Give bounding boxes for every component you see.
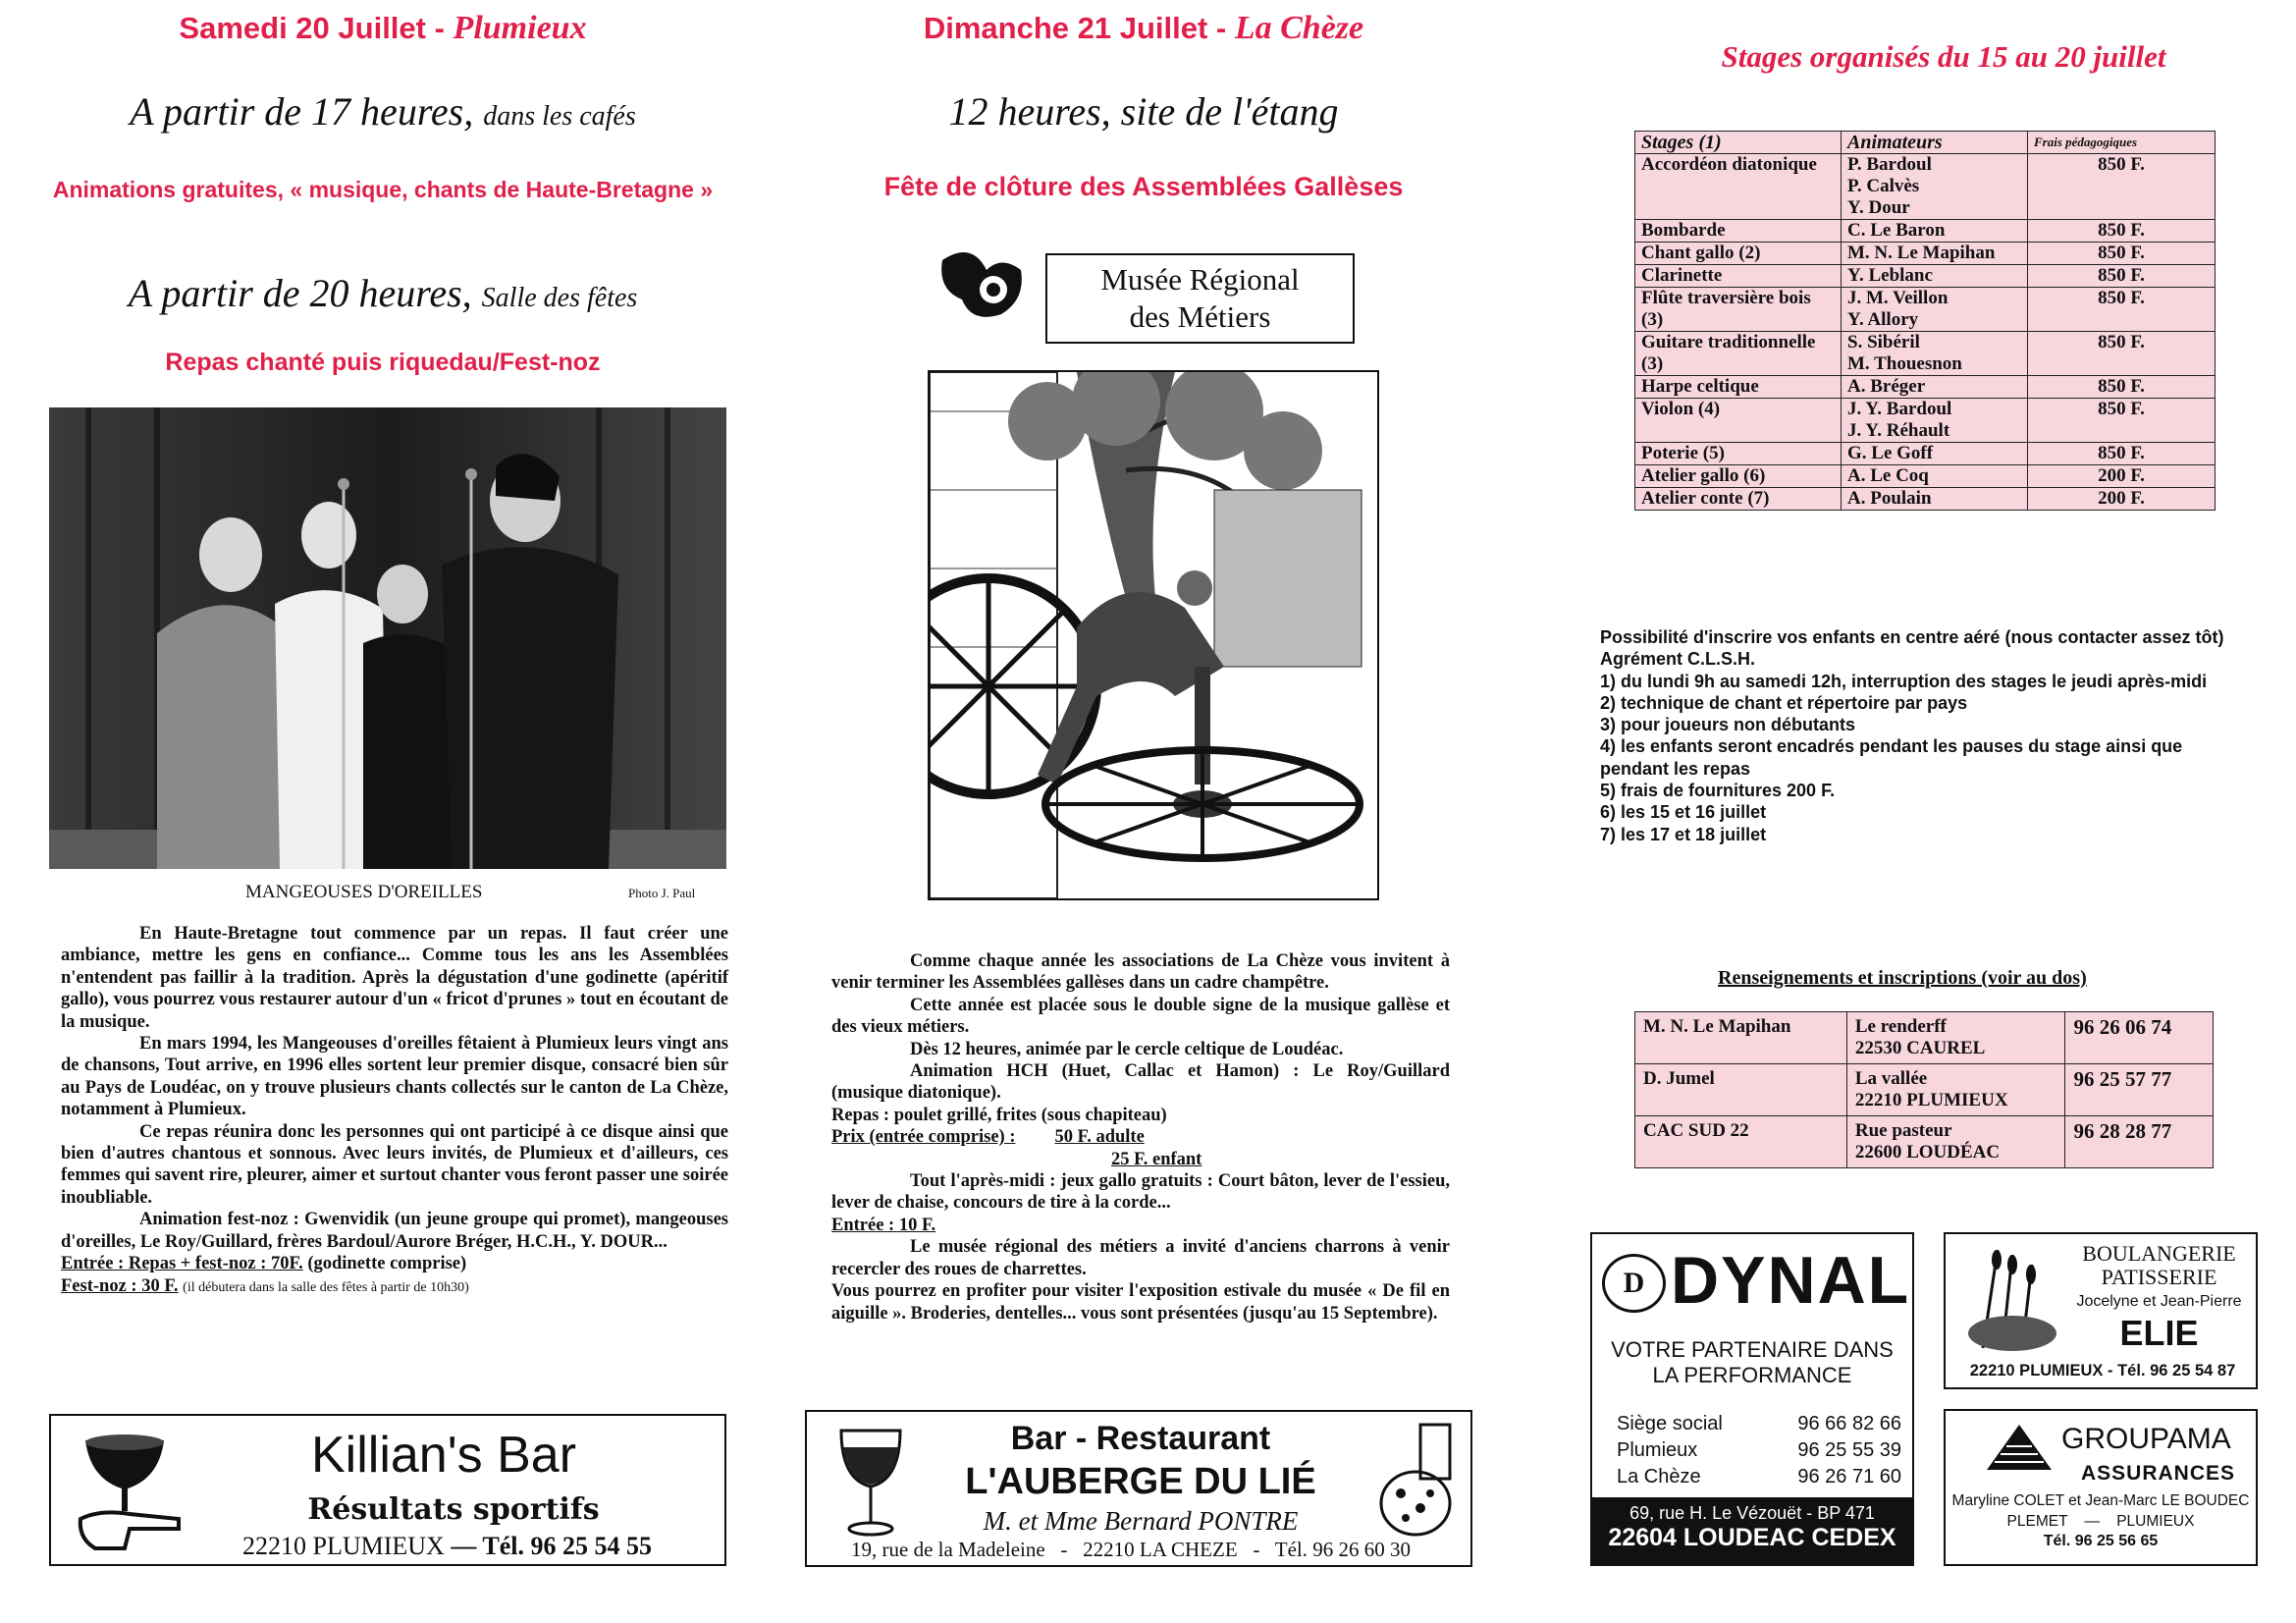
fete-text: Fête de clôture des Assemblées Gallèses bbox=[883, 172, 1404, 201]
auberge-owners: M. et Mme Bernard PONTRE bbox=[983, 1506, 1299, 1536]
note-2: 2) technique de chant et répertoire par pays bbox=[1600, 692, 1968, 713]
stage-anim-cell: Y. Leblanc bbox=[1842, 265, 2028, 288]
museum-box bbox=[1045, 253, 1355, 344]
stage-stage-cell: Bombarde bbox=[1635, 220, 1842, 243]
column-plumieux bbox=[39, 0, 726, 1623]
stage-anim-cell: M. N. Le Mapihan bbox=[1842, 243, 2028, 265]
dynal-slogan1: VOTRE PARTENAIRE DANS bbox=[1611, 1337, 1894, 1362]
time-text-2: 12 heures, site de l'étang bbox=[948, 89, 1339, 134]
column-la-cheze bbox=[805, 0, 1482, 1623]
groupama-owners: Maryline COLET et Jean-Marc LE BOUDEC bbox=[1951, 1492, 2250, 1509]
animations-text: Animations gratuites, « musique, chants de Haute-Bretagne » bbox=[52, 177, 714, 202]
paragraph-festnoz: Animation fest-noz : Gwenvidik (un jeune groupe qui promet), mangeouses d'oreilles, Le Roy/Guillard, frères Bardoul/Aurore Bréger, H.C.H., Y. DOUR... bbox=[61, 1210, 728, 1252]
bar-tagline: Résultats sportifs bbox=[307, 1492, 600, 1527]
note-6: 6) les 15 et 16 juillet bbox=[1600, 802, 1767, 823]
contact-name-cell: CAC SUD 22 bbox=[1635, 1116, 1847, 1168]
groupama-name: GROUPAMA bbox=[2061, 1423, 2231, 1455]
groupama-ad bbox=[1944, 1409, 2258, 1566]
contact-tel-cell: 96 25 57 77 bbox=[2065, 1064, 2214, 1116]
bar-contact bbox=[242, 1532, 652, 1561]
prix-adult: 50 F. adulte bbox=[1054, 1127, 1145, 1148]
place-text: Plumieux bbox=[453, 10, 587, 46]
contact-tel-cell: 96 28 28 77 bbox=[2065, 1116, 2214, 1168]
stage-fee-cell: 850 F. bbox=[2028, 399, 2216, 443]
note-5: 5) frais de fournitures 200 F. bbox=[1600, 781, 1836, 801]
dynal-row-tel: 96 66 82 66 bbox=[1797, 1413, 1901, 1434]
table-row bbox=[1635, 220, 2216, 243]
stages-body bbox=[1635, 154, 2216, 511]
note-agrement: Agrément C.L.S.H. bbox=[1600, 649, 1756, 670]
time1-text: A partir de 17 heures, bbox=[130, 89, 474, 134]
time2-line bbox=[39, 270, 726, 316]
paragraph-invite: Comme chaque année les associations de La Chèze vous invitent à venir terminer les Assemblées gallèses dans un cadre champêtre. bbox=[831, 951, 1450, 994]
boulangerie-line1: BOULANGERIE bbox=[2082, 1241, 2236, 1266]
entry-line-2 bbox=[831, 1215, 1450, 1236]
paragraph-history: En mars 1994, les Mangeouses d'oreilles fêtaient à Plumieux leurs vingt ans de chansons, Tout arrive, en 1996 elles sortent leur premier disque, consacré bien sûr au Pays de Loudéac, on y trouve plusieurs chants collectés sur le canton de La Chèze, notamment à Plumieux. bbox=[61, 1034, 728, 1120]
paragraph-expo: Vous pourrez en profiter pour visiter l'exposition estivale du musée « De fil en aiguille ». Broderies, dentelles... vous sont présentées (jusqu'au 15 Septembre). bbox=[831, 1281, 1450, 1324]
museum-logo-icon bbox=[933, 241, 1031, 329]
header-stages: Stages (1) bbox=[1635, 132, 1842, 154]
stage-stage-cell: Harpe celtique bbox=[1635, 376, 1842, 399]
stage-anim-cell: G. Le Goff bbox=[1842, 443, 2028, 465]
paragraph-afternoon: Tout l'après-midi : jeux gallo gratuits : Court bâton, lever de l'essieu, lever de chaise, concours de tire à la corde... bbox=[831, 1171, 1450, 1214]
killians-bar-ad bbox=[49, 1414, 726, 1566]
wheat-bread-icon bbox=[1953, 1240, 2061, 1356]
museum-line2: des Métiers bbox=[1129, 299, 1271, 334]
singers-illustration bbox=[49, 407, 726, 869]
table-row bbox=[1635, 332, 2216, 376]
stage-anim-cell: J. Y. Bardoul J. Y. Réhault bbox=[1842, 399, 2028, 443]
contact-addr-cell: Le renderff 22530 CAUREL bbox=[1846, 1012, 2065, 1064]
stage-anim-cell: P. Bardoul P. Calvès Y. Dour bbox=[1842, 154, 2028, 220]
note-centre-aere: Possibilité d'inscrire vos enfants en centre aéré (nous contacter assez tôt) bbox=[1600, 627, 2224, 647]
date-heading-2 bbox=[805, 10, 1482, 47]
table-row bbox=[1635, 288, 2216, 332]
boulangerie-ad bbox=[1944, 1232, 2258, 1389]
dynal-footer bbox=[1592, 1497, 1912, 1564]
dynal-phones bbox=[1617, 1411, 1901, 1490]
groupama-tel: Tél. 96 25 56 65 bbox=[2043, 1533, 2159, 1549]
dynal-row-label: Siège social bbox=[1617, 1413, 1723, 1434]
contact-addr-cell: La vallée 22210 PLUMIEUX bbox=[1846, 1064, 2065, 1116]
museum-line1: Musée Régional bbox=[1100, 262, 1300, 297]
stages-title: Stages organisés du 15 au 20 juillet bbox=[1721, 39, 2166, 74]
festnoz-label: Fest-noz : 30 F. bbox=[61, 1275, 179, 1296]
entry-label: Entrée : Repas + fest-noz : 70F. bbox=[61, 1254, 303, 1274]
auberge-address: 19, rue de la Madeleine - 22210 LA CHEZE - Tél. 96 26 60 30 bbox=[851, 1538, 1411, 1561]
dynal-row bbox=[1617, 1437, 1901, 1464]
renseignements-title: Renseignements et inscriptions (voir au dos) bbox=[1718, 967, 2087, 989]
contact-name-cell: D. Jumel bbox=[1635, 1064, 1847, 1116]
note-1: 1) du lundi 9h au samedi 12h, interruption des stages le jeudi après-midi bbox=[1600, 671, 2208, 691]
note-4: 4) les enfants seront encadrés pendant les pauses du stage ainsi que pendant les repas bbox=[1600, 736, 2183, 779]
date-text-2: Dimanche 21 Juillet - bbox=[923, 11, 1227, 45]
place-text-2: La Chèze bbox=[1234, 10, 1364, 46]
paragraph-cercle: Dès 12 heures, animée par le cercle celtique de Loudéac. bbox=[910, 1039, 1344, 1059]
table-row bbox=[1635, 465, 2216, 488]
groupama-towns: PLEMET — PLUMIEUX bbox=[2006, 1513, 2195, 1530]
col1-body bbox=[61, 923, 728, 1299]
stage-anim-cell: C. Le Baron bbox=[1842, 220, 2028, 243]
stage-stage-cell: Violon (4) bbox=[1635, 399, 1842, 443]
auberge-type: Bar - Restaurant bbox=[1010, 1420, 1271, 1457]
stage-fee-cell: 850 F. bbox=[2028, 443, 2216, 465]
stage-anim-cell: A. Poulain bbox=[1842, 488, 2028, 511]
date-text: Samedi 20 Juillet - bbox=[179, 11, 445, 45]
time2-text: A partir de 20 heures, bbox=[128, 271, 472, 315]
header-frais: Frais pédagogiques bbox=[2028, 132, 2216, 154]
note-3: 3) pour joueurs non débutants bbox=[1600, 715, 1855, 735]
note-7: 7) les 17 et 18 juillet bbox=[1600, 824, 1767, 844]
festnoz-line bbox=[61, 1275, 728, 1299]
time1-line bbox=[39, 88, 726, 135]
dynal-ad bbox=[1590, 1232, 1914, 1566]
stage-anim-cell: A. Bréger bbox=[1842, 376, 2028, 399]
boulangerie-name: ELIE bbox=[2119, 1313, 2199, 1353]
dynal-city: 22604 LOUDEAC CEDEX bbox=[1608, 1524, 1896, 1551]
boulangerie-owners: Jocelyne et Jean-Pierre bbox=[2076, 1293, 2242, 1310]
time2-location: Salle des fêtes bbox=[481, 283, 638, 313]
contacts-body bbox=[1635, 1012, 2214, 1168]
teapot-icon bbox=[1376, 1420, 1465, 1542]
wine-glass-icon bbox=[836, 1426, 905, 1539]
paragraph-intro: En Haute-Bretagne tout commence par un repas. Il faut créer une ambiance, mettre les gens en confiance... Comme tous les ans les Assemblées n'entendent pas faillir à la tradition. Après la dégustation d'une godinette (apéritif gallo), vous pourrez vous restaurer autour d'un « fricot d'prunes » tout en écoutant de la musique. bbox=[61, 924, 728, 1032]
dynal-row bbox=[1617, 1464, 1901, 1490]
table-row bbox=[1635, 1064, 2214, 1116]
photo-caption: MANGEOUSES D'OREILLES bbox=[245, 882, 483, 902]
dynal-row-label: Plumieux bbox=[1617, 1439, 1698, 1461]
festnoz-note: (il débutera dans la salle des fêtes à partir de 10h30) bbox=[183, 1279, 469, 1295]
entry-line bbox=[61, 1253, 728, 1274]
bar-address: 22210 PLUMIEUX bbox=[242, 1532, 445, 1560]
table-row bbox=[1635, 443, 2216, 465]
stage-stage-cell: Chant gallo (2) bbox=[1635, 243, 1842, 265]
meal-text: Repas chanté puis riquedau/Fest-noz bbox=[165, 349, 601, 376]
boulangerie-title bbox=[2063, 1242, 2255, 1289]
prix-line bbox=[831, 1126, 1450, 1148]
stage-fee-cell: 850 F. bbox=[2028, 332, 2216, 376]
stage-stage-cell: Guitare traditionnelle (3) bbox=[1635, 332, 1842, 376]
bar-name: Killian's Bar bbox=[310, 1427, 577, 1484]
column-stages bbox=[1590, 0, 2258, 1623]
groupama-sub: ASSURANCES bbox=[2081, 1462, 2236, 1485]
col2-body bbox=[831, 950, 1450, 1325]
paragraph-charrons: Le musée régional des métiers a invité d'anciens charrons à venir recercler des roues de charrettes. bbox=[831, 1237, 1450, 1279]
date-heading bbox=[39, 10, 726, 47]
stage-stage-cell: Clarinette bbox=[1635, 265, 1842, 288]
stage-fee-cell: 850 F. bbox=[2028, 265, 2216, 288]
table-row bbox=[1635, 376, 2216, 399]
paragraph-guests: Ce repas réunira donc les personnes qui ont participé à ce disque ainsi que bien d'autres chantous et sonnous. Avec leurs invités, de Plumieux et d'ailleurs, ces femmes qui savent rire, pleurer, aimer et surtout chanter vous feront passer une soirée inoubliable. bbox=[61, 1121, 728, 1208]
table-row bbox=[1635, 265, 2216, 288]
stage-anim-cell: J. M. Veillon Y. Allory bbox=[1842, 288, 2028, 332]
prix-child: 25 F. enfant bbox=[1111, 1149, 1202, 1169]
table-row bbox=[1635, 399, 2216, 443]
bar-tel: — Tél. 96 25 54 55 bbox=[451, 1532, 652, 1560]
stage-stage-cell: Flûte traversière bois (3) bbox=[1635, 288, 1842, 332]
dynal-row-tel: 96 25 55 39 bbox=[1797, 1439, 1901, 1461]
groupama-logo-icon bbox=[1985, 1423, 2054, 1472]
photo-credit: Photo J. Paul bbox=[628, 886, 696, 900]
table-row bbox=[1635, 1116, 2214, 1168]
stage-fee-cell: 200 F. bbox=[2028, 465, 2216, 488]
stage-stage-cell: Atelier conte (7) bbox=[1635, 488, 1842, 511]
table-row bbox=[1635, 243, 2216, 265]
paragraph-theme: Cette année est placée sous le double signe de la musique gallèse et des vieux métiers. bbox=[831, 995, 1450, 1038]
wheelwright-engraving bbox=[928, 370, 1379, 900]
stage-stage-cell: Accordéon diatonique bbox=[1635, 154, 1842, 220]
paragraph-hch: Animation HCH (Huet, Callac et Hamon) : Le Roy/Guillard (musique diatonique). bbox=[831, 1061, 1450, 1104]
dynal-row bbox=[1617, 1411, 1901, 1437]
stage-fee-cell: 850 F. bbox=[2028, 288, 2216, 332]
stage-anim-cell: A. Le Coq bbox=[1842, 465, 2028, 488]
stage-notes bbox=[1600, 626, 2228, 845]
group-photo bbox=[49, 407, 726, 869]
header-animateurs: Animateurs bbox=[1842, 132, 2028, 154]
table-row bbox=[1635, 1012, 2214, 1064]
repas-line: Repas : poulet grillé, frites (sous chapiteau) bbox=[831, 1105, 1167, 1125]
stage-stage-cell: Atelier gallo (6) bbox=[1635, 465, 1842, 488]
stages-table bbox=[1634, 131, 2216, 511]
boulangerie-footer: 22210 PLUMIEUX - Tél. 96 25 54 87 bbox=[1969, 1362, 2236, 1380]
entry-label-2: Entrée : 10 F. bbox=[831, 1215, 936, 1235]
prix-label: Prix (entrée comprise) : bbox=[831, 1127, 1016, 1148]
dynal-logo-icon: D bbox=[1602, 1254, 1666, 1313]
dynal-slogan2: LA PERFORMANCE bbox=[1652, 1363, 1852, 1387]
contact-addr-cell: Rue pasteur 22600 LOUDÉAC bbox=[1846, 1116, 2065, 1168]
dynal-address: 69, rue H. Le Vézouët - BP 471 bbox=[1629, 1503, 1875, 1523]
boulangerie-line2: PATISSERIE bbox=[2101, 1265, 2217, 1289]
entry-note: (godinette comprise) bbox=[307, 1254, 467, 1274]
auberge-ad bbox=[805, 1410, 1472, 1567]
stage-stage-cell: Poterie (5) bbox=[1635, 443, 1842, 465]
table-row bbox=[1635, 488, 2216, 511]
hand-glass-icon bbox=[71, 1426, 188, 1558]
contact-name-cell: M. N. Le Mapihan bbox=[1635, 1012, 1847, 1064]
dynal-name: DYNAL bbox=[1671, 1243, 1911, 1318]
stage-fee-cell: 850 F. bbox=[2028, 154, 2216, 220]
contact-tel-cell: 96 26 06 74 bbox=[2065, 1012, 2214, 1064]
contacts-table bbox=[1634, 1011, 2214, 1168]
table-row bbox=[1635, 154, 2216, 220]
wheelwright-illustration bbox=[930, 372, 1377, 898]
dynal-row-tel: 96 26 71 60 bbox=[1797, 1466, 1901, 1488]
stage-fee-cell: 850 F. bbox=[2028, 220, 2216, 243]
stage-fee-cell: 850 F. bbox=[2028, 376, 2216, 399]
stage-fee-cell: 200 F. bbox=[2028, 488, 2216, 511]
stage-fee-cell: 850 F. bbox=[2028, 243, 2216, 265]
time1-location: dans les cafés bbox=[483, 101, 636, 132]
dynal-row-label: La Chèze bbox=[1617, 1466, 1701, 1488]
prix-child-line bbox=[831, 1149, 1450, 1170]
stage-anim-cell: S. Sibéril M. Thouesnon bbox=[1842, 332, 2028, 376]
table-header-row bbox=[1635, 132, 2216, 154]
auberge-name: L'AUBERGE DU LIÉ bbox=[965, 1461, 1316, 1502]
